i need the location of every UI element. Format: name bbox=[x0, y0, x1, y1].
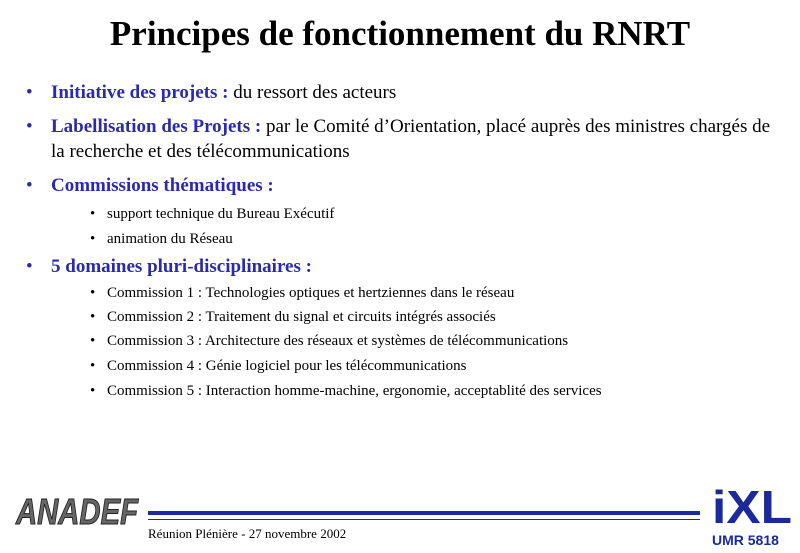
anadef-logo-text: ANADEF bbox=[15, 491, 139, 532]
sub-bullet-dot-icon: • bbox=[90, 333, 96, 349]
bullet-dot-icon: • bbox=[26, 256, 33, 277]
anadef-logo bbox=[10, 490, 142, 535]
bullet-text: par le Comité d’Orientation, placé auprès des ministres chargés de la recherche et des télécommunications bbox=[51, 116, 771, 162]
bullet-label: 5 domaines pluri-disciplinaires : bbox=[51, 256, 312, 277]
slide-title: Principes de fonctionnement du RNRT bbox=[109, 14, 691, 53]
bullet-label: Initiative des projets : bbox=[51, 82, 229, 103]
sub-bullet-dot-icon: • bbox=[90, 383, 96, 399]
bullet-dot-icon: • bbox=[26, 116, 33, 137]
footer-divider-thin bbox=[148, 519, 700, 520]
ixl-logo bbox=[710, 481, 794, 534]
sub-bullet-dot-icon: • bbox=[90, 358, 96, 374]
sub-bullet-dot-icon: • bbox=[90, 285, 96, 301]
sub-bullet-dot-icon: • bbox=[90, 231, 96, 247]
footer-divider bbox=[148, 511, 700, 515]
sub-bullet-dot-icon: • bbox=[90, 309, 96, 325]
sub-bullet-dot-icon: • bbox=[90, 206, 96, 222]
bullet-dot-icon: • bbox=[26, 82, 33, 103]
bullet-label: Commissions thématiques : bbox=[51, 175, 274, 196]
bullet-label: Labellisation des Projets : bbox=[51, 116, 262, 137]
bullet-text: du ressort des acteurs bbox=[228, 82, 397, 103]
footer-text: Réunion Plénière - 27 novembre 2002 bbox=[148, 526, 347, 541]
bullet-dot-icon: • bbox=[26, 175, 33, 196]
umr-label: UMR 5818 bbox=[712, 532, 779, 548]
ixl-logo-text: iXL bbox=[712, 481, 792, 533]
